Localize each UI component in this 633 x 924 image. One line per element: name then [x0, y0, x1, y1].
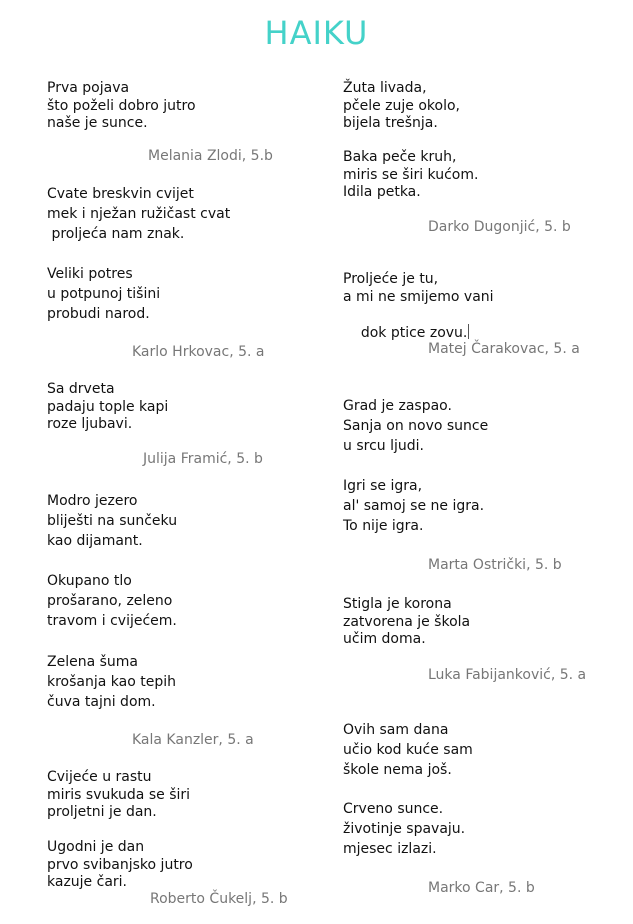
- haiku-line: zatvorena je škola: [343, 613, 471, 630]
- haiku-line: proljeća nam znak.: [47, 226, 185, 242]
- haiku-line: padaju tople kapi: [47, 398, 169, 415]
- author-credit: Kala Kanzler, 5. a: [132, 732, 254, 748]
- haiku-stanza: [343, 596, 470, 649]
- haiku-line: što poželi dobro jutro: [47, 97, 196, 114]
- haiku-line: a mi ne smijemo vani: [343, 288, 494, 305]
- author-credit: Marta Ostrički, 5. b: [428, 557, 562, 573]
- haiku-line: Idila petka.: [343, 184, 421, 200]
- haiku-line: travom i cvijećem.: [47, 613, 177, 629]
- haiku-line: pčele zuje okolo,: [343, 97, 460, 114]
- haiku-line: Veliki potres: [47, 266, 133, 282]
- author-credit: Darko Dugonjić, 5. b: [428, 219, 571, 235]
- haiku-line: učim doma.: [343, 631, 426, 647]
- haiku-line: kao dijamant.: [47, 533, 143, 549]
- haiku-line: Sanja on novo sunce: [343, 418, 489, 434]
- page-title: HAIKU: [264, 14, 369, 52]
- haiku-line: u potpunoj tišini: [47, 286, 161, 302]
- haiku-line: životinje spavaju.: [343, 821, 466, 837]
- haiku-line: naše je sunce.: [47, 115, 148, 131]
- haiku-line: prvo svibanjsko jutro: [47, 856, 193, 873]
- haiku-line: škole nema još.: [343, 762, 452, 778]
- haiku-stanza: [47, 80, 196, 133]
- haiku-stanza: [343, 476, 484, 536]
- haiku-line: Prva pojava: [47, 80, 130, 96]
- haiku-stanza: [47, 652, 176, 712]
- haiku-line: proljetni je dan.: [47, 804, 157, 820]
- haiku-line: probudi narod.: [47, 306, 150, 322]
- haiku-stanza: [47, 769, 190, 822]
- haiku-line: miris se širi kućom.: [343, 166, 479, 183]
- haiku-line: u srcu ljudi.: [343, 438, 424, 454]
- haiku-line: Cvate breskvin cvijet: [47, 186, 194, 202]
- haiku-line: kazuje čari.: [47, 874, 127, 890]
- haiku-line: Okupano tlo: [47, 573, 132, 589]
- haiku-stanza: [47, 491, 177, 551]
- haiku-line: al' samoj se ne igra.: [343, 498, 485, 514]
- author-credit: Melania Zlodi, 5.b: [148, 148, 273, 164]
- haiku-line: Grad je zaspao.: [343, 398, 452, 414]
- haiku-stanza: [343, 80, 460, 133]
- haiku-line: Proljeće je tu,: [343, 271, 439, 287]
- haiku-line: bliješti na sunčeku: [47, 513, 178, 529]
- haiku-stanza: [343, 799, 465, 859]
- haiku-line: bijela trešnja.: [343, 115, 438, 131]
- haiku-line-text: dok ptice zovu.: [360, 324, 468, 341]
- haiku-line: krošanja kao tepih: [47, 674, 176, 690]
- haiku-stanza: [47, 381, 168, 434]
- haiku-stanza: [343, 720, 473, 780]
- haiku-stanza: [343, 396, 488, 456]
- haiku-line: miris svukuda se širi: [47, 786, 191, 803]
- haiku-stanza: [47, 571, 177, 631]
- haiku-line: mek i nježan ružičast cvat: [47, 206, 231, 222]
- haiku-stanza: [343, 149, 478, 202]
- haiku-line: Ovih sam dana: [343, 722, 449, 738]
- haiku-line: mjesec izlazi.: [343, 841, 437, 857]
- haiku-line: Sa drveta: [47, 381, 115, 397]
- author-credit: Julija Framić, 5. b: [143, 451, 263, 467]
- haiku-line: čuva tajni dom.: [47, 694, 156, 710]
- haiku-line: To nije igra.: [343, 518, 424, 534]
- author-credit: Luka Fabijanković, 5. a: [428, 667, 587, 683]
- haiku-line: Žuta livada,: [343, 80, 427, 96]
- haiku-line: roze ljubavi.: [47, 416, 133, 432]
- author-credit: Roberto Čukelj, 5. b: [150, 891, 288, 907]
- author-credit: Karlo Hrkovac, 5. a: [132, 344, 265, 360]
- author-credit: Marko Car, 5. b: [428, 880, 535, 896]
- haiku-line: Cvijeće u rastu: [47, 769, 152, 785]
- haiku-stanza: [47, 839, 193, 892]
- haiku-line: prošarano, zeleno: [47, 593, 173, 609]
- haiku-line: Ugodni je dan: [47, 839, 145, 855]
- haiku-line: Crveno sunce.: [343, 801, 444, 817]
- haiku-line: Stigla je korona: [343, 596, 452, 612]
- haiku-line: Baka peče kruh,: [343, 149, 457, 165]
- haiku-line: Igri se igra,: [343, 478, 423, 494]
- haiku-line: Modro jezero: [47, 493, 138, 509]
- haiku-line: učio kod kuće sam: [343, 742, 473, 758]
- haiku-stanza: [47, 264, 160, 324]
- haiku-stanza: [47, 184, 230, 244]
- haiku-line: Zelena šuma: [47, 654, 138, 670]
- author-credit: Matej Čarakovac, 5. a: [428, 341, 580, 357]
- text-cursor: [468, 324, 469, 339]
